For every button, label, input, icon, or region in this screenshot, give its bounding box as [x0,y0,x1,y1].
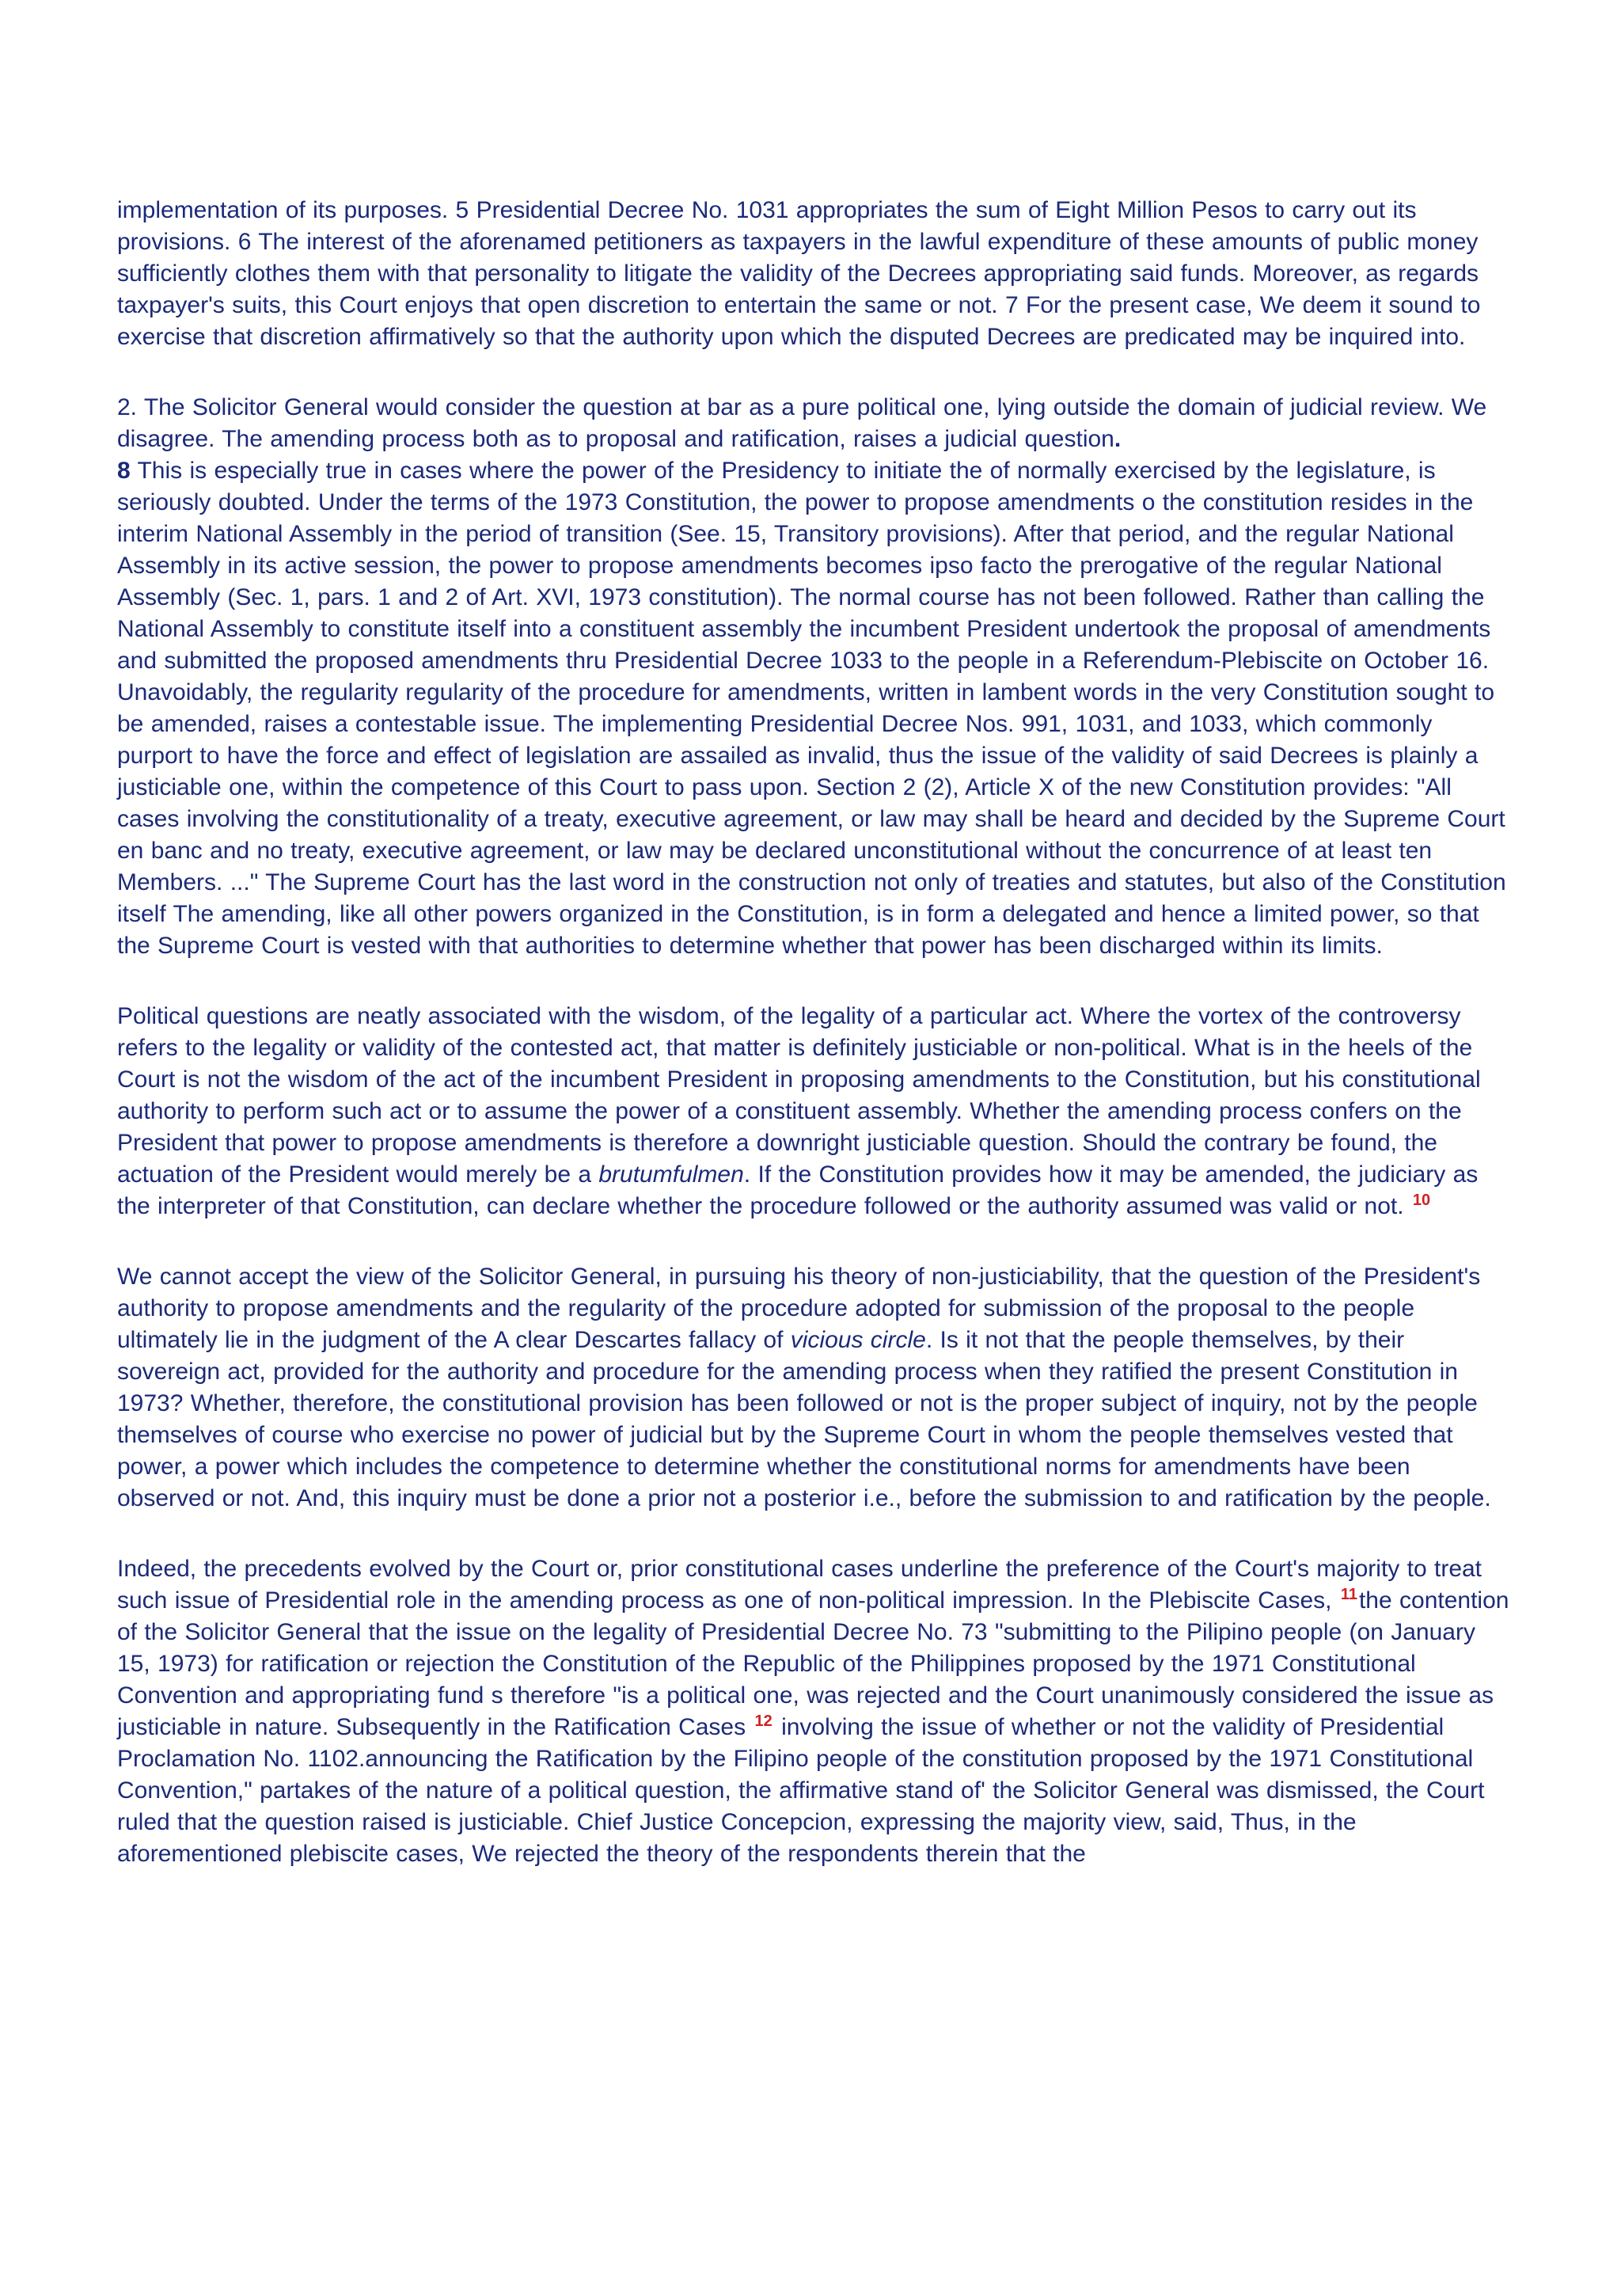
paragraph-3 [117,1001,1510,1222]
paragraph-2-text-b: This is especially true in cases where the power of the Presidency to initiate the of normally exercised by the legislature, is seriously doubted. Under the terms of the 1973 Constitution, the power to propose amendments o the constitution resides in the interim National Assembly in the period of transition (See. 15, Transitory provisions). After that period, and the regular National Assembly in its active session, the power to propose amendments becomes ipso facto the prerogative of the regular National Assembly (Sec. 1, pars. 1 and 2 of Art. XVI, 1973 constitution). The normal course has not been followed. Rather than calling the National Assembly to constitute itself into a constituent assembly the incumbent President undertook the proposal of amendments and submitted the proposed amendments thru Presidential Decree 1033 to the people in a Referendum-Plebiscite on October 16. Unavoidably, the regularity regularity of the procedure for amendments, written in lambent words in the very Constitution sought to be amended, raises a contestable issue. The implementing Presidential Decree Nos. 991, 1031, and 1033, which commonly purport to have the force and effect of legislation are assailed as invalid, thus the issue of the validity of said Decrees is plainly a justiciable one, within the competence of this Court to pass upon. Section 2 (2), Article X of the new Constitution provides: "All cases involving the constitutionality of a treaty, executive agreement, or law may shall be heard and decided by the Supreme Court en banc and no treaty, executive agreement, or law may be declared unconstitutional without the concurrence of at least ten Members. ..." The Supreme Court has the last word in the construction not only of treaties and statutes, but also of the Constitution itself The amending, like all other powers organized in the Constitution, is in form a delegated and hence a limited power, so that the Supreme Court is vested with that authorities to determine whether that power has been discharged within its limits. [117,458,1506,959]
paragraph-4-text-b: . Is it not that the people themselves, by their sovereign act, provided for the authority and procedure for the amending process when they ratified the present Constitution in 1973? Whether, therefore, the constitutional provision has been followed or not is the proper subject of inquiry, not by the people themselves of course who exercise no power of judicial but by the Supreme Court in whom the people themselves vested that power, a power which includes the competence to determine whether the constitutional norms for amendments have been observed or not. And, this inquiry must be done a prior not a posterior i.e., before the submission to and ratification by the people. [117,1327,1491,1511]
paragraph-1 [117,195,1510,353]
paragraph-1-text: implementation of its purposes. 5 Presidential Decree No. 1031 appropriates the sum of Eight Million Pesos to carry out its provisions. 6 The interest of the aforenamed petitioners as taxpayers in the lawful expenditure of these amounts of public money sufficiently clothes them with that personality to litigate the validity of the Decrees appropriating said funds. Moreover, as regards taxpayer's suits, this Court enjoys that open discretion to entertain the same or not. 7 For the present case, We deem it sound to exercise that discretion affirmatively so that the authority upon which the disputed Decrees are predicated may be inquired into. [117,197,1481,350]
footnote-ref-10: 10 [1412,1192,1431,1209]
paragraph-2 [117,392,1510,962]
footnote-ref-8: 8 [117,458,131,484]
paragraph-5-text-a: Indeed, the precedents evolved by the Court or, prior constitutional cases underline the preference of the Court's majority to treat such issue of Presidential role in the amending process as one of non-political impression. In the Plebiscite Cases, [117,1556,1482,1614]
footnote-ref-11: 11 [1340,1586,1357,1603]
paragraph-4-italic-term: vicious circle [790,1327,926,1353]
footnote-ref-12: 12 [754,1712,773,1730]
paragraph-4-text-a: We cannot accept the view of the Solicitor General, in pursuing his theory of non-justiciability, that the question of the President's authority to propose amendments and the regularity of the procedure adopted for submission of the proposal to the people ultimately lie in the judgment of the A clear Descartes fallacy of [117,1264,1481,1353]
paragraph-2-text-a: 2. The Solicitor General would consider the question at bar as a pure political one, lying outside the domain of judicial review. We disagree. The amending process both as to proposal and ratification, raises a judicial question [117,394,1487,452]
paragraph-5 [117,1553,1510,1870]
paragraph-5-text-c: involving the issue of whether or not the validity of Presidential Proclamation No. 1102.announcing the Ratification by the Filipino people of the constitution proposed by the 1971 Constitutional Convention," partakes of the nature of a political question, the affirmative stand of' the Solicitor General was dismissed, the Court ruled that the question raised is justiciable. Chief Justice Concepcion, expressing the majority view, said, Thus, in the aforementioned plebiscite cases, We rejected the theory of the respondents therein that the [117,1714,1485,1867]
paragraph-5-text-b: the contention of the Solicitor General that the issue on the legality of Presidential Decree No. 73 "submitting to the Pilipino people (on January 15, 1973) for ratification or rejection the Constitution of the Republic of the Philippines proposed by the 1971 Constitutional Convention and appropriating fund s therefore "is a political one, was rejected and the Court unanimously considered the issue as justiciable in nature. Subsequently in the Ratification Cases [117,1587,1509,1740]
paragraph-2-bold-period: . [1114,426,1122,452]
document-body [117,195,1510,1909]
paragraph-4 [117,1261,1510,1515]
paragraph-3-text-b: . If the Constitution provides how it may be amended, the judiciary as the interpreter of that Constitution, can declare whether the procedure followed or the authority assumed was valid or not. [117,1161,1479,1219]
paragraph-3-text-a: Political questions are neatly associated with the wisdom, of the legality of a particular act. Where the vortex of the controversy refers to the legality or validity of the contested act, that matter is definitely justiciable or non-political. What is in the heels of the Court is not the wisdom of the act of the incumbent President in proposing amendments to the Constitution, but his constitutional authority to perform such act or to assume the power of a constituent assembly. Whether the amending process confers on the President that power to propose amendments is therefore a downright justiciable question. Should the contrary be found, the actuation of the President would merely be a [117,1003,1481,1188]
paragraph-3-italic-term: brutumfulmen [598,1161,744,1188]
